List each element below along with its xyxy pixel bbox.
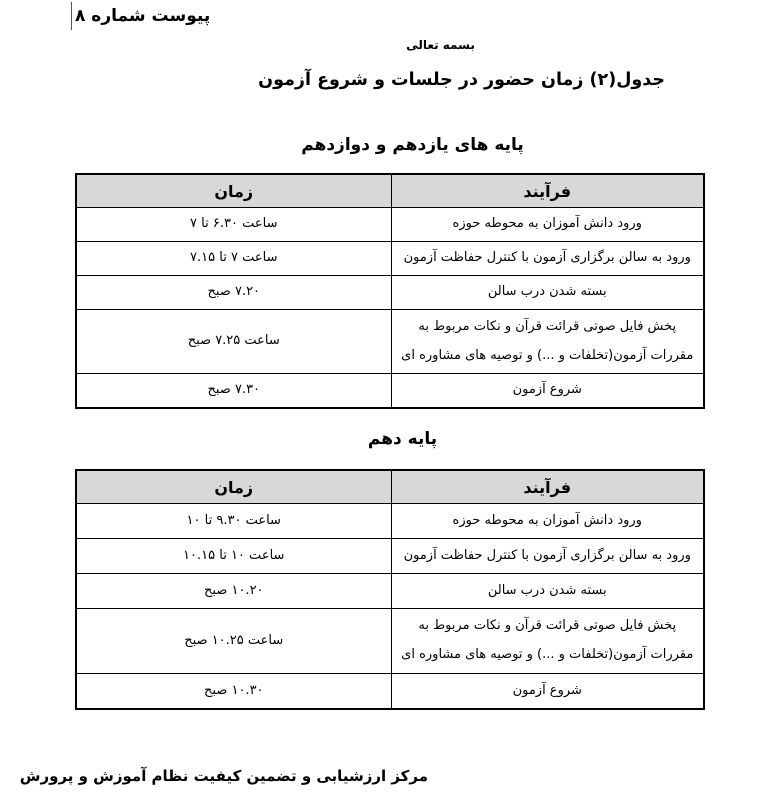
time-cell: ۷.۳۰ صبح — [76, 374, 391, 409]
document-title: جدول(۲) زمان حضور در جلسات و شروع آزمون — [258, 70, 665, 90]
process-cell: شروع آزمون — [391, 374, 704, 409]
table-row — [76, 374, 704, 409]
column-header-time: زمان — [76, 470, 391, 504]
table-row — [76, 310, 704, 374]
process-cell: پخش فایل صوتی قرائت قرآن و نکات مربوط به مقررات آزمون(تخلفات و ...) و توصیه های مشاوره ای — [391, 609, 704, 674]
bismillah-text: بسمه تعالی — [406, 38, 475, 52]
process-cell: ورود دانش آموزان به محوطه حوزه — [391, 504, 704, 539]
appendix-label: پیوست شماره ۸ — [71, 2, 210, 30]
table-row — [76, 504, 704, 539]
process-cell: بسته شدن درب سالن — [391, 276, 704, 310]
table-row — [76, 208, 704, 242]
attendance-table-grade-10 — [75, 469, 705, 710]
time-cell: ساعت ۷ تا ۷.۱۵ — [76, 242, 391, 276]
section-title-grades-11-12: پایه های یازدهم و دوازدهم — [301, 135, 524, 155]
footer-org-name: مرکز ارزشیابی و تضمین کیفیت نظام آموزش و پرورش — [19, 767, 428, 785]
section-title-grade-10: پایه دهم — [367, 429, 438, 449]
table-row — [76, 276, 704, 310]
process-cell: ورود به سالن برگزاری آزمون با کنترل حفاظت آزمون — [391, 242, 704, 276]
process-cell: شروع آزمون — [391, 674, 704, 710]
column-header-process: فرآیند — [391, 174, 704, 208]
time-cell: ۷.۲۰ صبح — [76, 276, 391, 310]
time-cell: ساعت ۱۰ تا ۱۰.۱۵ — [76, 539, 391, 574]
table-row — [76, 609, 704, 674]
time-cell: ساعت ۱۰.۲۵ صبح — [76, 609, 391, 674]
time-cell: ساعت ۹.۳۰ تا ۱۰ — [76, 504, 391, 539]
time-cell: ۱۰.۲۰ صبح — [76, 574, 391, 609]
process-cell: ورود دانش آموزان به محوطه حوزه — [391, 208, 704, 242]
table-header-row — [76, 174, 704, 208]
process-cell: ورود به سالن برگزاری آزمون با کنترل حفاظت آزمون — [391, 539, 704, 574]
time-cell: ۱۰.۳۰ صبح — [76, 674, 391, 710]
table-row — [76, 539, 704, 574]
column-header-time: زمان — [76, 174, 391, 208]
table-row — [76, 674, 704, 710]
process-cell: پخش فایل صوتی قرائت قرآن و نکات مربوط به مقررات آزمون(تخلفات و ...) و توصیه های مشاوره ای — [391, 310, 704, 374]
time-cell: ساعت ۷.۲۵ صبح — [76, 310, 391, 374]
time-cell: ساعت ۶.۳۰ تا ۷ — [76, 208, 391, 242]
table-row — [76, 574, 704, 609]
attendance-table-grades-11-12 — [75, 173, 705, 409]
table-row — [76, 242, 704, 276]
table-header-row — [76, 470, 704, 504]
process-cell: بسته شدن درب سالن — [391, 574, 704, 609]
column-header-process: فرآیند — [391, 470, 704, 504]
